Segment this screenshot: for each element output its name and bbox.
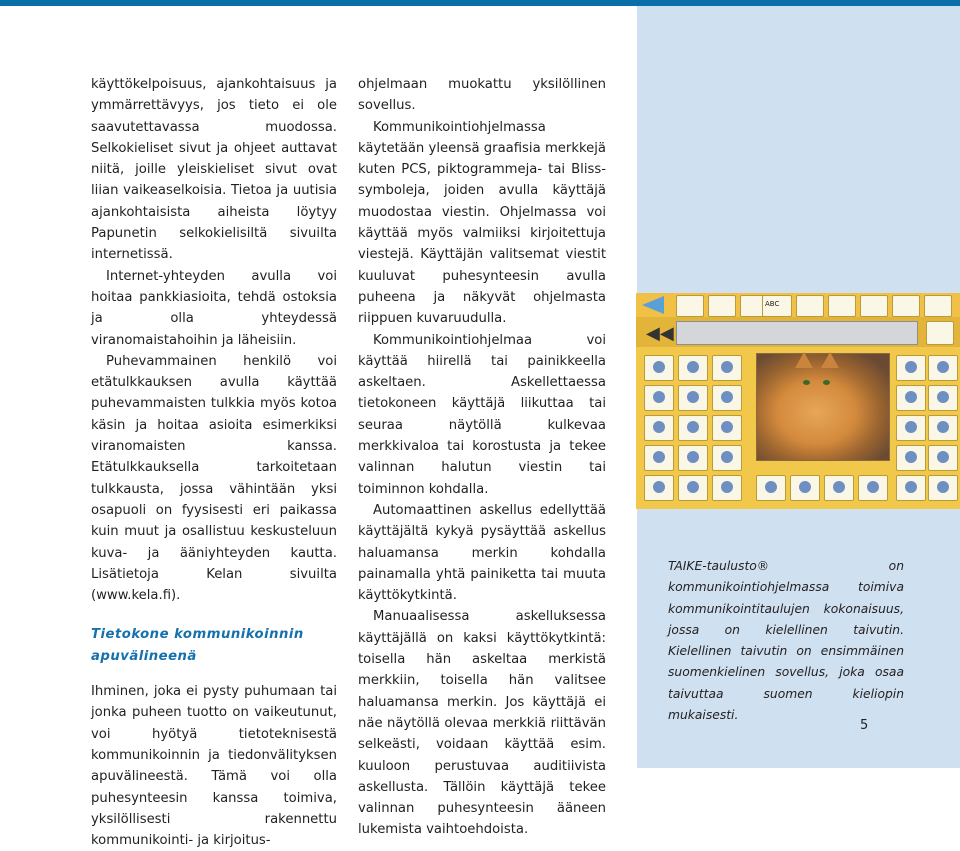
cat-ear bbox=[795, 352, 813, 368]
symbol-card bbox=[644, 355, 674, 381]
page-number: 5 bbox=[860, 718, 869, 733]
symbol-card bbox=[790, 475, 820, 501]
symbol-card bbox=[644, 475, 674, 501]
symbol-tile bbox=[708, 295, 736, 317]
symbol-card bbox=[712, 415, 742, 441]
symbol-card bbox=[678, 445, 708, 471]
symbol-card bbox=[928, 415, 958, 441]
back-arrow-icon bbox=[642, 296, 664, 314]
symbol-tile bbox=[860, 295, 888, 317]
cat-ear bbox=[821, 352, 839, 368]
paragraph: Manuaalisessa askelluksessa käyttäjällä on kaksi käyttökytkintä: toisella hän askeltaa merkistä merkkiin, toisella hän valitsee haluamansa merkin. Jos käyttäjä ei näe näytöllä olevaa merkkiä riittävän selkeästi, voidaan käyttää esim. kuuloon perustuvaa auditiivista askellusta. Tällöin käyttäjä tekee valinnan puhesynteesin ääneen lukemista vaihtoehdoista. bbox=[358, 609, 606, 838]
symbol-card bbox=[896, 445, 926, 471]
text-column-left bbox=[91, 74, 337, 851]
rewind-icon: ◀◀ bbox=[646, 323, 674, 344]
taike-software-screenshot bbox=[636, 293, 960, 509]
paragraph: Automaattinen askellus edellyttää käyttäjältä kykyä pysäyttää askellus haluamansa merkin kohdalla painamalla yhtä painiketta tai muuta käyttökytkintä. bbox=[358, 502, 606, 604]
paragraph: Ihminen, joka ei pysty puhumaan tai jonka puheen tuotto on vaikeutunut, voi hyötyä tietoteknisestä kommunikoinnin ja tiedonvälityksen apuvälineestä. Tämä voi olla puhesynteesin kanssa toimiva, yksilöllisesti rakennettu kommunikointi- ja kirjoitus- bbox=[91, 684, 337, 849]
symbol-tile bbox=[676, 295, 704, 317]
symbol-tile bbox=[828, 295, 856, 317]
symbol-card bbox=[678, 475, 708, 501]
symbol-card bbox=[896, 415, 926, 441]
symbol-tile bbox=[924, 295, 952, 317]
pencil-icon bbox=[926, 321, 954, 345]
cat-photo bbox=[756, 353, 890, 461]
symbol-card bbox=[928, 355, 958, 381]
symbol-tile bbox=[892, 295, 920, 317]
paragraph: käyttökelpoisuus, ajankohtaisuus ja ymmärrettävyys, jos tieto ei ole saavutettavassa muodossa. Selkokieliset sivut ja ohjeet auttavat niitä, joille yleiskieliset sivut ovat liian vaikeaselkoisia. Tietoa ja uutisia ajankohtaisista aiheista löytyy Papunetin selkokielisiltä sivuilta internetissä. bbox=[91, 77, 337, 263]
symbol-card bbox=[928, 385, 958, 411]
symbol-card bbox=[896, 355, 926, 381]
paragraph: ohjelmaan muokattu yksilöllinen sovellus. bbox=[358, 77, 606, 114]
symbol-card bbox=[928, 445, 958, 471]
abc-tile bbox=[762, 295, 792, 317]
symbol-card bbox=[712, 385, 742, 411]
abc-label: ABC bbox=[765, 300, 780, 308]
text-column-right bbox=[358, 74, 606, 841]
cat-eye bbox=[803, 380, 810, 385]
paragraph: Kommunikointiohjelmassa käytetään yleensä graafisia merkkejä kuten PCS, piktogrammeja- tai Bliss-symboleja, joiden avulla käyttäjä muodostaa viestin. Ohjelmassa voi käyttää myös valmiiksi kirjoitettuja viestejä. Käyttäjän valitsemat viestit kuuluvat puhesynteesin avulla puheena ja näkyvät ohjelmasta riippuen kuvaruudulla. bbox=[358, 119, 606, 327]
paragraph: Kommunikointiohjelmaa voi käyttää hiirellä tai painikkeella askeltaen. Askellettaessa tietokoneen käyttäjä liikuttaa tai seuraa näytöllä kulkevaa merkkivaloa tai korostusta ja tekee valinnan halutun viestin tai toiminnon kohdalla. bbox=[358, 332, 606, 497]
cat-eye bbox=[823, 380, 830, 385]
symbol-card bbox=[824, 475, 854, 501]
symbol-card bbox=[644, 445, 674, 471]
symbol-card bbox=[644, 385, 674, 411]
symbol-card bbox=[644, 415, 674, 441]
message-bar bbox=[676, 321, 918, 345]
symbol-card bbox=[712, 475, 742, 501]
symbol-card bbox=[896, 385, 926, 411]
symbol-card bbox=[712, 445, 742, 471]
symbol-card bbox=[678, 355, 708, 381]
symbol-card bbox=[678, 415, 708, 441]
paragraph: Internet-yhteyden avulla voi hoitaa pankkiasioita, tehdä ostoksia ja olla yhteydessä viranomaistahoihin ja läheisiin. bbox=[91, 268, 337, 348]
figure-caption: TAIKE-taulusto® on kommunikointiohjelmassa toimiva kommunikointitaulujen kokonaisuus, jossa on kielellinen taivutin. Kielellinen taivutin on ensimmäinen suomenkielinen sovellus, joka osaa taivuttaa suomen kieliopin mukaisesti. bbox=[668, 559, 904, 723]
symbol-card bbox=[756, 475, 786, 501]
symbol-card bbox=[896, 475, 926, 501]
symbol-tile bbox=[796, 295, 824, 317]
paragraph: Puhevammainen henkilö voi etätulkkauksen avulla käyttää puhevammaisten tulkkia myös kotoa käsin ja hoitaa asioita esimerkiksi viranomaisten kanssa. Etätulkkauksella tarkoitetaan tulkkausta, jossa vähintään yksi osapuoli on fyysisesti eri paikassa kuin muut ja osallistuu keskusteluun kuva- ja ääniyhteyden kautta. Lisätietoja Kelan sivuilta (www.kela.fi). bbox=[91, 353, 337, 604]
symbol-card bbox=[712, 355, 742, 381]
symbol-card bbox=[678, 385, 708, 411]
section-heading: Tietokone kommunikoinnin apuvälineenä bbox=[91, 627, 304, 664]
symbol-card bbox=[928, 475, 958, 501]
symbol-card bbox=[858, 475, 888, 501]
